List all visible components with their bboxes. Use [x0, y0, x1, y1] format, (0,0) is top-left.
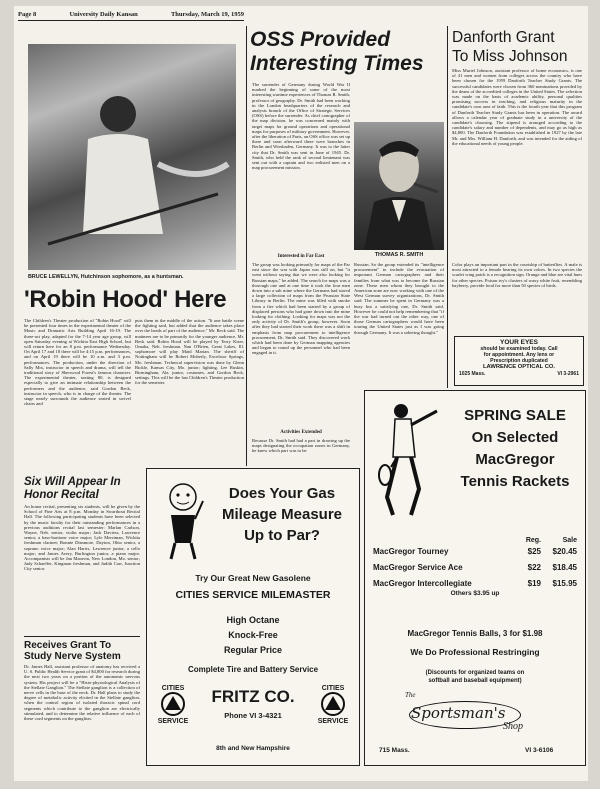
gas-headline-line-3: Up to Par?: [244, 527, 320, 544]
optical-ad-line-3: for appointment. Any lens or: [483, 352, 555, 358]
cities-logo-left: [153, 685, 193, 725]
gas-ad-service: Complete Tire and Battery Service: [187, 665, 319, 674]
col-reg: Reg.: [525, 537, 541, 544]
lawrence-optical-ad: [454, 336, 584, 386]
gas-ad-company: FRITZ CO.: [211, 687, 295, 706]
triangle-logo-icon: [160, 692, 186, 716]
nature-filler: Color plays an important part in the courtship of butterflies. A male is most attracted to a female bearing its own colors. In two species the scarlet wing patch is a recognition sign. Orange and blue are vital hues for other species. Poison ivy's clusters of waxy white fruit, resembling bayberry, provide food for more than 50 species of birds.: [452, 262, 582, 288]
danforth-body: Miss Muriel Johnson, assistant professor of home economics, is one of 41 men and women from colleges across the country who have been chosen for the 1959 Danforth Teacher Study Grants. The successful candidates were chosen from 360 nominations provided by the deans of the accredited colleges in the United States. The selection was made on the basis of academic ability, personal qualities promising success in teaching, and religious maturity in the candidate's own area of faith. This is the fourth year that this program of Danforth Teacher Study Grants has been in operation. The award allows a calendar year of graduate study in a university of the candidate's choosing. The stipend is arranged according to the candidate's salary and number of dependents, and may go as high as $4,800. The Danforth Foundation was established in 1927 by the late Mr. and Mrs. William H. Danforth, and was intended for the aiding of the educational needs of young people.: [452, 68, 582, 146]
oss-column-1: The surrender of Germany during World War II marked the beginning of some of the most interesting wartime experiences of Thomas R. Smith, professor of geography. Dr. Smith had been working in the London headquarters of the research and analysis branch of the Office of Strategic Services (OSS) before the surrender. As chief cartographer of the map division, he was concerned mainly with target maps for ground operations and operational maps for purposes of military government. However, after the liberation of Paris, an OSS office was set up there and soon afterward there were branches in Berlin and Wiesbaden, Germany. It was to the latter city that Dr. Smith was sent in June of 1945. Dr. Smith, who held the rank of second lieutenant was sent out with a captain and two enlisted men on a map procurement mission.: [252, 82, 350, 171]
col-sale: Sale: [562, 537, 577, 544]
danforth-headline-line-2: To Miss Johnson: [452, 48, 568, 65]
robin-hood-column-1: The Children's Theater production of "Robin Hood" will be presented four times in the experimental theater of the Music and Dramatic Arts Building April 16-19. The three-act play, adapted for the 7-14 year age group, will open Saturday evening at Wichita East High School, but will return here for an 8 p.m. performance Wednesday. On April 17 and 18 there will be 4:15 p.m. performances, and on April 19 there will be 10 a.m. and 3 p.m. performances. The production, under the direction of Sally Mix, instructor in speech and drama, will tell the traditional story of Sherwood Forest's famous character. The experimental theater, seating 80, is designed especially to give an intimate relationship between the performers and the audience, said Gordon Beck, instructor in speech, who is in charge of the theater. The stage nearly surrounds the audience seated in swivel chairs and: [24, 318, 131, 407]
tennis-headline-line-2: On Selected: [471, 429, 559, 446]
cities-service-ad: [146, 468, 360, 766]
robin-hood-column-2: puts them in the middle of the action. "It one battle scene the fighting said, but added that the audience takes place over the heads of part of the audience," Mr. Beck said. The matinees are to be primarily for the younger audience, Mr. Beck said. Robin Hood will be played by Terry Kiser, Omaha, Neb. freshman. Nan O'Brien, Great Lakes, Ill. sophomore will play Maid Marian. The sheriff of Nottingham will be Robert Moberly, Excelsior Springs, Mo. freshman. Technical supervision was done by Glenn Bickle, Kansas City, Mo. junior; lighting, Lee Ruskin, Birmingham, Ala. junior, costumes, and Gordon Beck, settings. This will be the last Children's Theater production for the semester.: [135, 318, 244, 386]
tennis-ad-phone: VI 3-6106: [525, 747, 554, 754]
others-price: Others $3.95 up: [450, 590, 500, 597]
issue-date: Thursday, March 19, 1959: [170, 11, 244, 18]
tennis-ad-address: 715 Mass.: [379, 747, 410, 754]
tennis-headline-line-3: MacGregor: [475, 451, 555, 468]
gas-ad-phone: Phone VI 3-4321: [224, 711, 282, 720]
logo-left-top: CITIES: [161, 685, 185, 692]
gas-ad-address: 8th and New Hampshire: [216, 745, 290, 752]
racket-name: MacGregor Intercollegiate: [373, 579, 472, 588]
robin-hood-photo: [28, 44, 236, 270]
thomas-smith-caption: THOMAS R. SMITH: [374, 252, 424, 258]
sportsmans-shop-ad: [364, 390, 586, 766]
tennis-ad-headline: [445, 405, 585, 493]
oss-column-1c: Because Dr. Smith had had a part in drawing up the maps designating the occupation zones in Germany, he knew which part was to be: [252, 438, 350, 454]
restringing-offer: We Do Professional Restringing: [410, 647, 540, 657]
discount-note: [369, 669, 581, 685]
gas-ad-headline: [207, 483, 357, 546]
oss-headline-line-2: Interesting Times: [250, 52, 424, 75]
logo-name: Sportsman's: [411, 704, 506, 722]
logo-shop: Shop: [503, 721, 523, 732]
robin-hood-caption: BRUCE LEWELLYN, Hutchinson sophomore, as a huntsman.: [28, 274, 184, 280]
optical-ad-title: YOUR EYES: [500, 339, 538, 346]
newspaper-page: [14, 6, 588, 781]
triangle-logo-icon: [320, 692, 346, 716]
logo-the: The: [405, 691, 416, 699]
feature-knock-free: Knock-Free: [228, 630, 278, 640]
table-row: [373, 579, 577, 588]
table-row: [373, 547, 577, 556]
recital-body: An honor recital, presenting six students, will be given by the School of Fine Arts at 8 p.m. Monday in Swarthout Recital Hall. The following participating students have been selected by the music faculty for their outstanding performances in a previous auditions recital last semester: Marlan Carlson, Wayne, Neb. senior, violin major; Jack Daviess, Lawrence senior, a bass-baritone voice major; Lyle Merriman, Wichita freshman clarinet; Bonnie Dinsmore, Dayton, Ohio senior, a soprano voice major; Alan Harris, Lawrence junior, a cello major; and James Avery, Burlington junior, a piano major. Accompanists will be Jan Maravin, New London, Mo. senior; Judy Schaeffer, Kingman freshman, and Judith Carr, Junction City senior.: [24, 504, 140, 572]
page-number: Page 8: [18, 11, 37, 18]
gas-headline-line-1: Does Your Gas: [228, 485, 336, 502]
optical-ad-phone: VI 3-2961: [557, 371, 579, 377]
optical-ad-line-2: should be examined today. Call: [480, 346, 558, 352]
oss-headline-line-1: OSS Provided: [250, 28, 391, 51]
oss-column-1b: The group was looking primarily for maps of the Far east since the war with Japan was still on, but "it went without saying that we were also looking for Russian maps," he added. The search for maps was a thorough one and at one time it took the four men down into a salt mine where the Germans had stored a large collection of maps from the Prussian State Library in Berlin. The mine was filled with smoke from a fire which had been started by a group of displaced persons who had gone down into the mine looking for clothing. Looking for maps was not the only activity of Dr. Smith's group, however. Soon after they had started their work there was a shift in emphasis from map procurement to intelligence procurement, Dr. Smith said. They discovered work which had been done by German mapping agencies and began to round up the personnel who had been engaged in it.: [252, 262, 350, 356]
logo-right-bottom: SERVICE: [317, 718, 349, 725]
recital-divider: [24, 636, 140, 637]
masthead-rule: [18, 20, 244, 21]
nerve-grant-body: Dr. James Hall, assistant professor of anatomy has received a U. S. Public Health Service grant of $4,800 for research during the next two years on a portion of the autonomic nervous system. His project will be a "Histo-physiological Analysis of the Stellate Ganglion." The Stellate ganglion is a collection of nerve cells in the base of the neck. Dr. Hall plans to study the degree of metabolic activity elicited in the Stellate ganglion, when the control region of isolated thoracic spinal cord segments which contribute to the ganglion are electrically stimulated, and to determine the relative influence of each of these cord segments on the ganglion.: [24, 664, 140, 722]
table-row: [373, 563, 577, 572]
gas-headline-line-2: Mileage Measure: [221, 506, 343, 523]
nerve-grant-headline: Receives Grant To Study Nerve System: [24, 640, 121, 662]
racket-price-table: [373, 537, 577, 597]
discount-line-1: (Discounts for organized teams on: [425, 670, 525, 676]
racket-sale: $20.45: [552, 547, 577, 556]
robin-hood-headline: 'Robin Hood' Here: [24, 286, 227, 313]
oss-column-2: Russian. So the group extended its "intelligence procurement" to include the evacuation of important German cartographers and their families from what was to become the Russian zone. These men whom they brought to the American zone are now working with one of the West German survey organizations, Dr. Smith said. The summer he spent in Germany was a busy but a satisfying one, Dr. Smith said. However he could not help remembering that "if the war had turned out the other way, one of those German cartographers would have been touring the United States just as I was going through Germany. It was a sobering thought.": [354, 262, 444, 335]
gas-ad-product: CITIES SERVICE MILEMASTER: [175, 589, 331, 601]
sportsmans-logo: [405, 691, 555, 739]
racket-sale: $18.45: [552, 563, 577, 572]
racket-name: MacGregor Service Ace: [373, 563, 463, 572]
oss-headline: [250, 28, 446, 76]
paper-name: University Daily Kansan: [69, 11, 138, 18]
logo-left-bottom: SERVICE: [157, 718, 189, 725]
racket-reg: $19: [527, 579, 541, 588]
mascot-icon: [161, 481, 205, 561]
optical-ad-line-4: Prescription duplicated: [490, 358, 548, 364]
tennis-headline-line-1: SPRING SALE: [464, 407, 566, 424]
discount-line-2: softball and baseball equipment): [428, 678, 522, 684]
column-rule-right: [447, 26, 448, 388]
oss-subhead-far-east: Interested in Far East: [277, 254, 325, 259]
gas-ad-try: Try Our Great New Gasolene: [195, 573, 311, 583]
feature-octane: High Octane: [226, 615, 280, 625]
masthead: [18, 11, 244, 18]
racket-reg: $22: [527, 563, 541, 572]
column-rule-left: [246, 26, 247, 466]
oss-subhead-activities: Activities Extended: [280, 430, 322, 435]
racket-name: MacGregor Tourney: [373, 547, 449, 556]
racket-sale: $15.95: [552, 579, 577, 588]
racket-reg: $25: [527, 547, 541, 556]
portrait-figure: [354, 122, 444, 250]
danforth-headline-line-1: Danforth Grant: [452, 29, 555, 46]
huntsman-figure: [28, 44, 236, 270]
tennis-balls-offer: MacGregor Tennis Balls, 3 for $1.98: [407, 629, 543, 638]
feature-price: Regular Price: [223, 645, 283, 655]
tennis-player-icon: [371, 397, 445, 527]
optical-ad-address: 1025 Mass.: [459, 371, 486, 377]
logo-right-top: CITIES: [321, 685, 345, 692]
optical-ad-company: LAWRENCE OPTICAL CO.: [482, 364, 556, 370]
gas-ad-features: [147, 613, 359, 658]
tennis-headline-line-4: Tennis Rackets: [460, 473, 570, 490]
thomas-smith-photo: [354, 122, 444, 250]
recital-headline: Six Will Appear In Honor Recital: [24, 476, 121, 501]
cities-logo-right: [313, 685, 353, 725]
danforth-headline: [452, 28, 584, 66]
table-header: [373, 537, 577, 544]
